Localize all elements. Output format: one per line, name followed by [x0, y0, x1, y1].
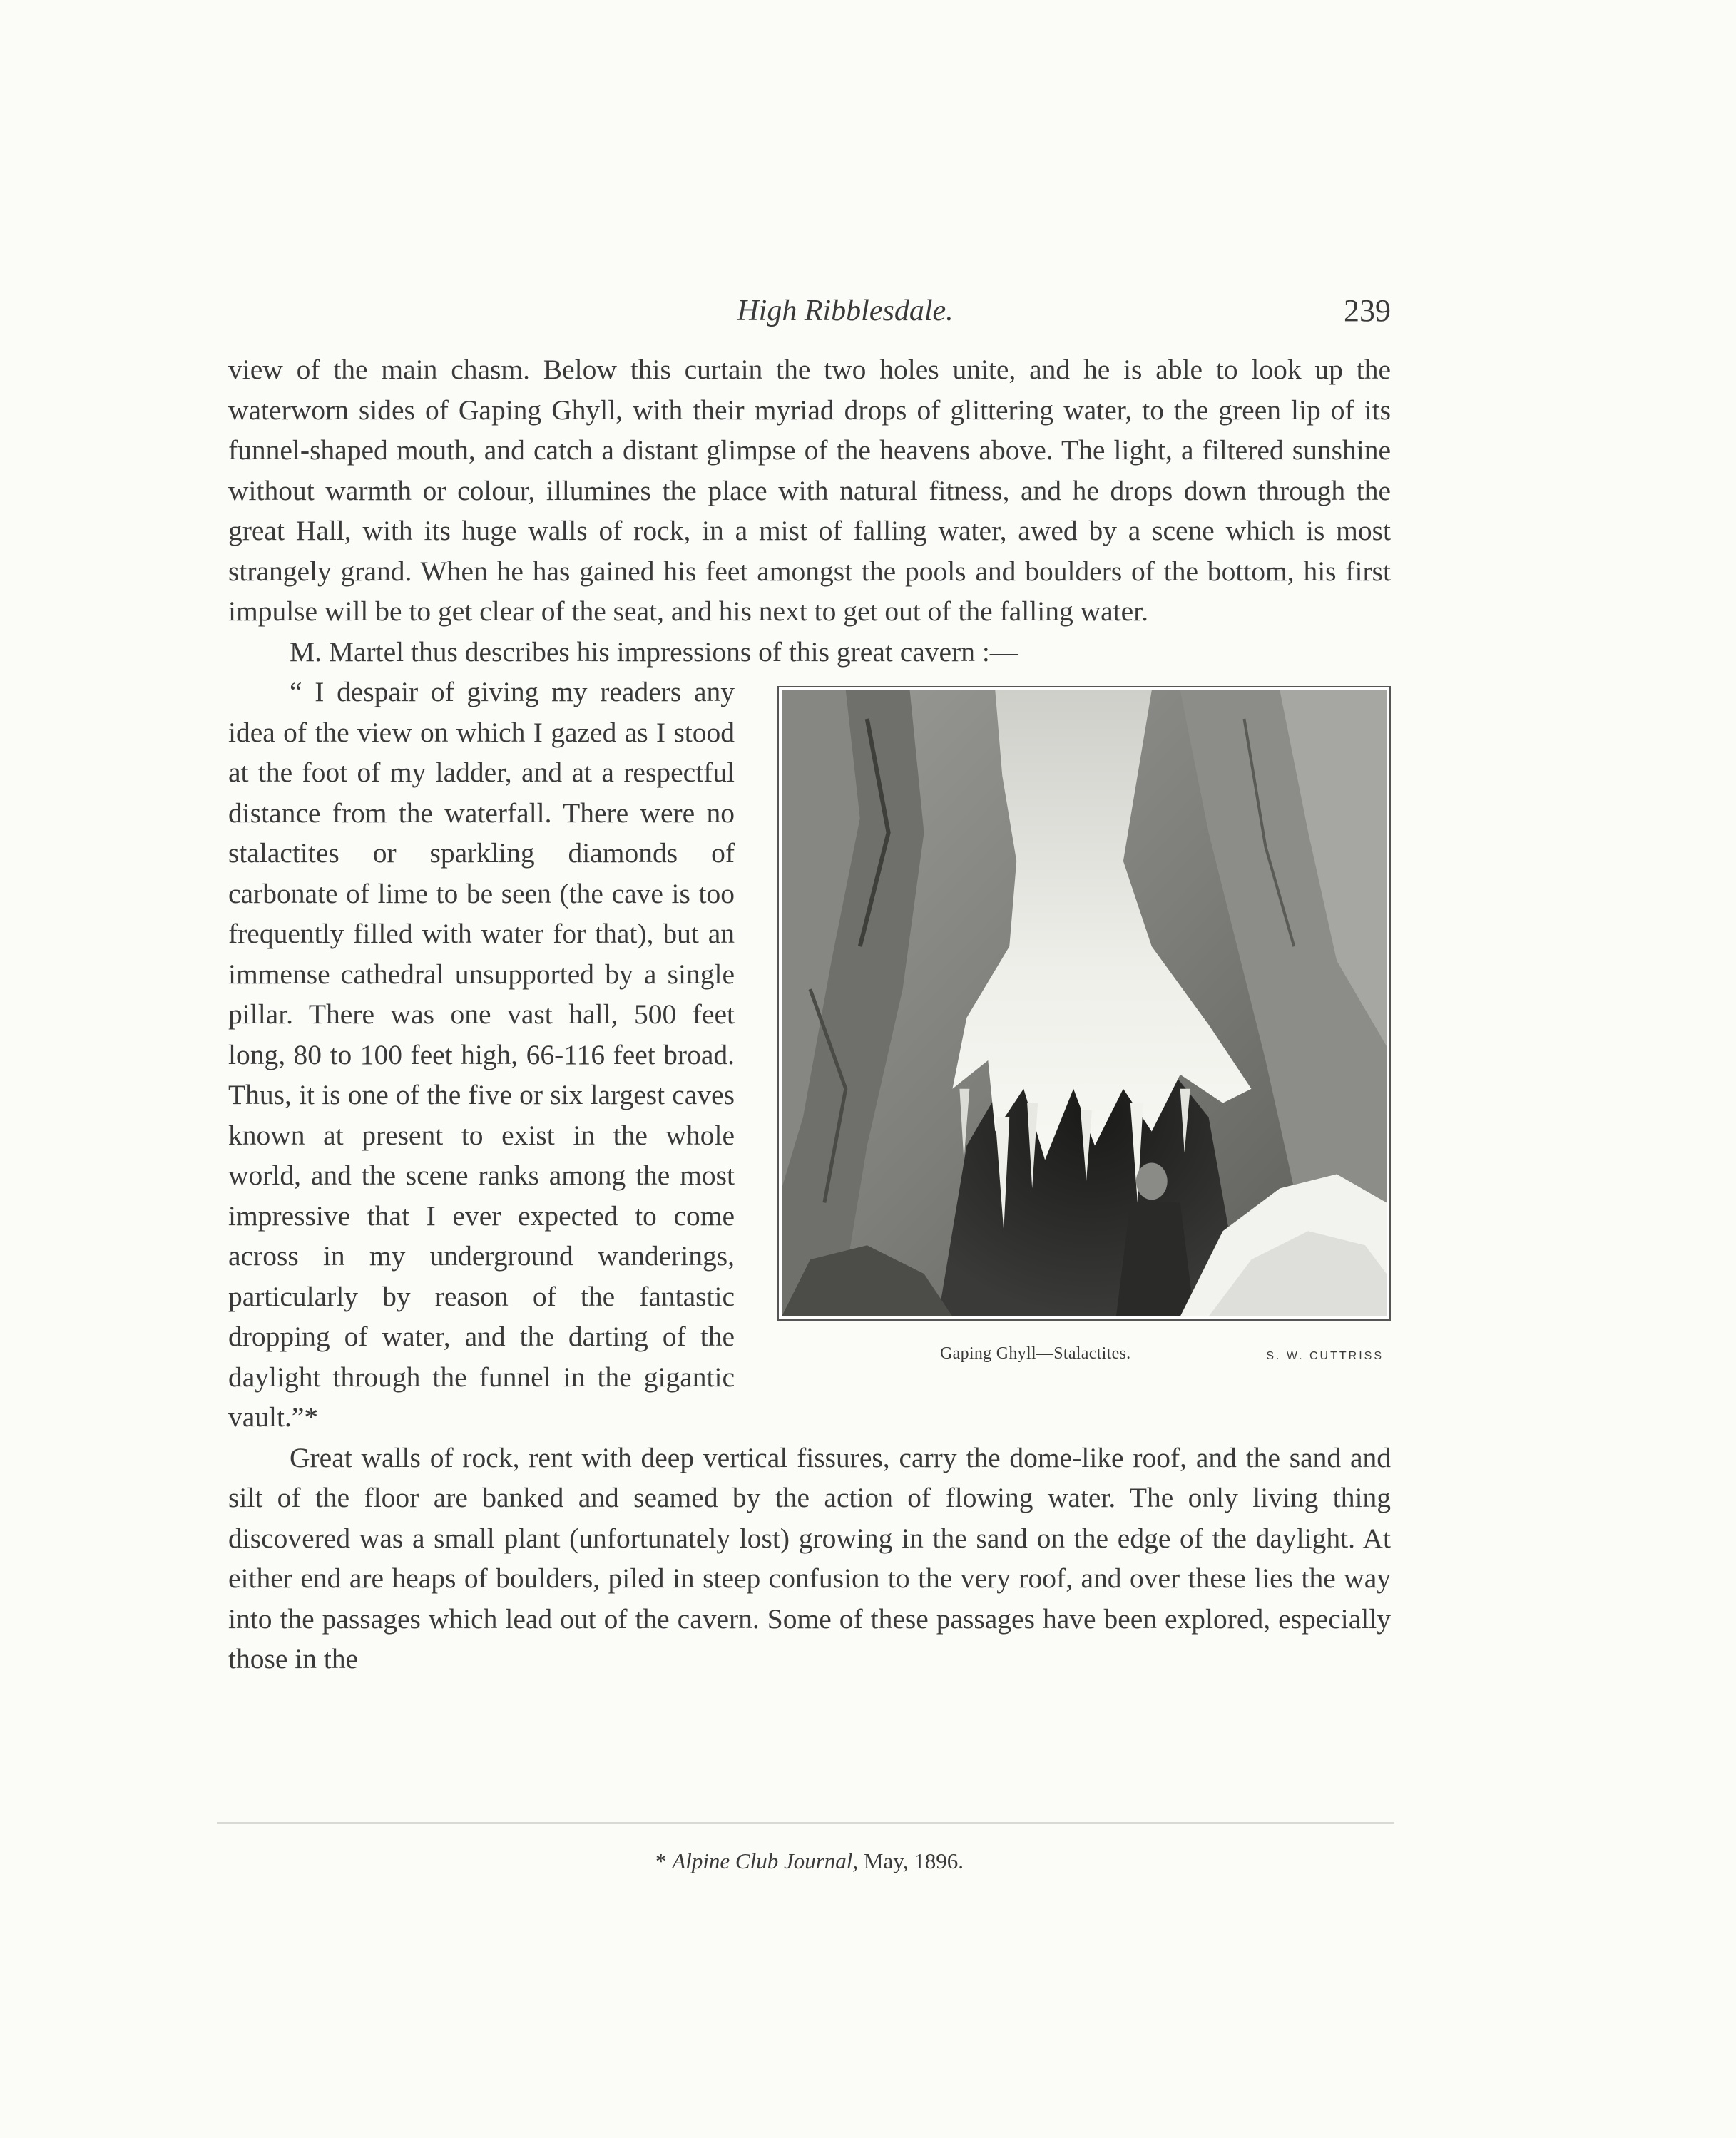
page-number: 239	[1344, 293, 1391, 328]
caption-title: Gaping Ghyll—Stalactites.	[940, 1344, 1131, 1363]
footnote	[228, 1844, 1391, 1878]
page-header	[228, 290, 1391, 332]
footnote-date: May, 1896.	[863, 1848, 964, 1873]
running-title: High Ribblesdale.	[737, 295, 954, 327]
stalactite-cave-image	[782, 690, 1387, 1316]
footnote-journal: Alpine Club Journal,	[672, 1848, 859, 1873]
photo-credit: S. W. CUTTRISS	[1266, 1350, 1384, 1362]
paragraph-2: M. Martel thus describes his impressions of this great cavern :—	[290, 635, 1018, 668]
footnote-rule	[217, 1822, 1394, 1824]
paragraph-3-quote: “ I despair of giving my readers any idea of the view on which I gazed as I stood at the foot of my ladder, and at a respectful distance from the waterfall. There were no stalactites or sparkling diamonds of carbonate of lime to be seen (the cave is too frequently filled with water for that), but an immense cathedral unsupported by a single pillar. There was one vast hall, 500 feet long, 80 to 100 feet high, 66-116 feet broad. Thus, it is one of the five or six largest caves known at present to exist in the whole world, and the scene ranks among the most impressive that I ever expected to come across in my underground wanderings, particularly by reason of the fantastic dropping of water, and the darting of the daylight through the funnel in the gigantic vault.”*	[228, 676, 735, 1433]
cave-photograph	[777, 686, 1391, 1321]
body-text	[228, 349, 1391, 1679]
footnote-marker: *	[655, 1848, 667, 1873]
figure	[762, 677, 1391, 1391]
paragraph-4: Great walls of rock, rent with deep vertical fissures, carry the dome-like roof, and the sand and silt of the floor are banked and seamed by the action of flowing water. The only living thing discovered was a small plant (unfortunately lost) growing in the sand on the edge of the daylight. At either end are heaps of boulders, piled in steep confusion to the very roof, and over these lies the way into the passages which lead out of the cavern. Some of these passages have been explored, especially those in the	[228, 1441, 1391, 1674]
figure-caption	[777, 1339, 1391, 1375]
paragraph-1: view of the main chasm. Below this curtain the two holes unite, and he is able to look up the waterworn sides of Gaping Ghyll, with their myriad drops of glittering water, to the green lip of its funnel-shaped mouth, and catch a distant glimpse of the heavens above. The light, a filtered sunshine without warmth or colour, illumines the place with natural fitness, and he drops down through the great Hall, with its huge walls of rock, in a mist of falling water, awed by a scene which is most strangely grand. When he has gained his feet amongst the pools and boulders of the bottom, his first impulse will be to get clear of the seat, and his next to get out of the falling water.	[228, 354, 1391, 627]
